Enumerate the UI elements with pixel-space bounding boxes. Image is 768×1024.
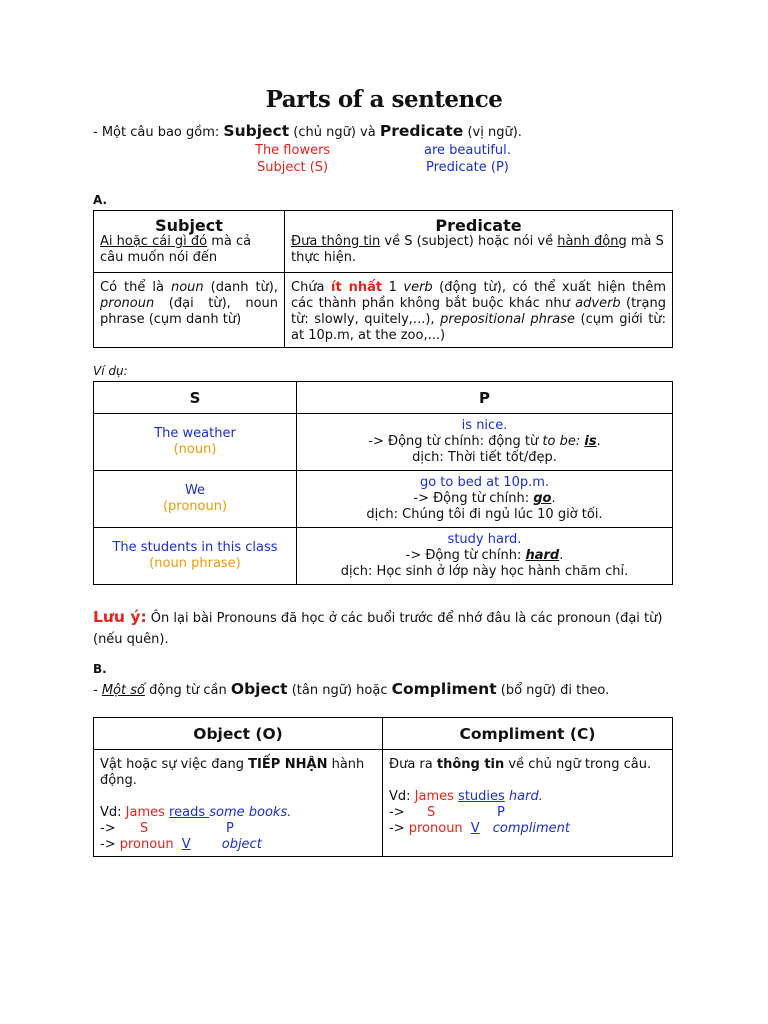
note-label: Lưu ý:	[93, 608, 147, 626]
table-row	[94, 528, 673, 585]
section-b-object-vn: (tân ngữ) hoặc	[287, 683, 392, 698]
section-b-label: B.	[93, 662, 107, 676]
example-predicate-label: Predicate (P)	[426, 160, 509, 175]
predicate-def-mid: về S (subject) hoặc nói về	[380, 234, 558, 249]
predicate-def-underlined-1: Đưa thông tin	[291, 234, 381, 249]
example-predicate: study hard.	[447, 532, 522, 547]
section-b-compliment-vn: (bổ ngữ) đi theo.	[496, 683, 610, 698]
main-verb-prefix: -> Động từ chính:	[405, 548, 526, 563]
example-subject-label: Subject (S)	[257, 160, 329, 175]
compliment-arrow-2: ->	[389, 821, 405, 836]
object-def-bold: TIẾP NHẬN	[248, 757, 328, 772]
object-example-subject: James	[125, 805, 170, 820]
object-word: object	[221, 837, 262, 852]
intro-predicate: Predicate	[379, 122, 464, 140]
compliment-example-verb: studies	[458, 789, 505, 804]
main-verb-italic: to be:	[542, 434, 585, 449]
note-text: Ôn lại bài Pronouns đã học ở các buổi trước để nhớ đâu là các pronoun (đại từ) (nếu quên).	[93, 611, 663, 647]
example-predicate-text: are beautiful.	[424, 143, 511, 158]
compliment-p-label: P	[497, 805, 505, 820]
compliment-header: Compliment (C)	[383, 718, 673, 750]
object-s-label: S	[140, 821, 149, 836]
example-subject-type: (noun phrase)	[149, 556, 241, 571]
example-subject-type: (pronoun)	[162, 499, 228, 514]
object-compliment-table	[93, 717, 673, 857]
subject-types-noun: noun	[170, 280, 204, 295]
main-verb-suffix: .	[596, 434, 601, 449]
object-arrow-1: ->	[100, 821, 116, 836]
examples-label: Ví dụ:	[93, 364, 128, 378]
example-translation: dịch: Chúng tôi đi ngủ lúc 10 giờ tối.	[366, 507, 603, 522]
example-subject: The students in this class	[112, 540, 278, 555]
note-paragraph	[93, 607, 673, 650]
predicate-types-verb: verb	[403, 280, 433, 295]
example-s-cell	[94, 414, 297, 471]
example-p-cell	[297, 528, 673, 585]
object-example-object: some books.	[209, 805, 292, 820]
example-translation: dịch: Thời tiết tốt/đẹp.	[412, 450, 557, 465]
section-b-some: Một số	[101, 683, 145, 698]
subject-types-text-1: Có thể là	[100, 280, 171, 295]
predicate-types-at-least: ít nhất	[331, 280, 383, 295]
compliment-arrow-1: ->	[389, 805, 405, 820]
predicate-def-rest: mà S thực hiện.	[291, 234, 664, 265]
compliment-def-2: về chủ ngữ trong câu.	[504, 757, 652, 772]
example-s-cell	[94, 471, 297, 528]
subject-types-text-3: (đại từ), noun phrase (cụm danh từ)	[100, 296, 278, 327]
section-b-mid: động từ cần	[144, 683, 231, 698]
examples-table	[93, 381, 673, 585]
predicate-def-underlined-2: hành động	[557, 234, 627, 249]
main-verb-prefix: -> Động từ chính:	[413, 491, 534, 506]
object-p-label: P	[226, 821, 234, 836]
compliment-example-compliment: hard.	[504, 789, 543, 804]
intro-predicate-vn: (vị ngữ).	[463, 125, 522, 140]
main-verb: hard	[525, 548, 560, 563]
compliment-def-1: Đưa ra	[389, 757, 437, 772]
subject-def-cell	[94, 211, 285, 273]
compliment-example-prefix: Vd:	[389, 789, 415, 804]
example-subject: The weather	[154, 426, 236, 441]
section-b-prefix: -	[93, 683, 102, 698]
compliment-v: V	[470, 821, 480, 836]
subject-types-cell	[94, 273, 285, 348]
col-p-header: P	[297, 382, 673, 414]
intro-subject-vn: (chủ ngữ) và	[289, 125, 380, 140]
predicate-def-cell	[285, 211, 673, 273]
predicate-types-text-5: (cụm giới từ: at 10p.m, at the zoo,...)	[291, 312, 666, 343]
section-b-line	[93, 680, 609, 698]
object-def-1: Vật hoặc sự việc đang	[100, 757, 249, 772]
section-a-label: A.	[93, 193, 108, 207]
subject-types-text-2: (danh từ),	[203, 280, 278, 295]
object-arrow-2: ->	[100, 837, 116, 852]
object-v: V	[181, 837, 191, 852]
object-example-verb: reads	[169, 805, 210, 820]
subject-def-underlined: Ai hoặc cái gì đó	[100, 234, 208, 249]
compliment-def-bold: thông tin	[436, 757, 505, 772]
object-def-2: hành động.	[100, 757, 365, 788]
section-b-compliment: Compliment	[391, 680, 497, 698]
compliment-s-label: S	[427, 805, 436, 820]
predicate-types-adverb: adverb	[575, 296, 621, 311]
main-verb: is	[584, 434, 597, 449]
intro-subject: Subject	[223, 122, 290, 140]
example-p-cell	[297, 471, 673, 528]
subject-predicate-table	[93, 210, 673, 348]
example-translation: dịch: Học sinh ở lớp này học hành chăm chỉ.	[340, 564, 629, 579]
subject-types-pronoun: pronoun	[100, 296, 155, 311]
example-subject: We	[184, 483, 206, 498]
example-p-cell	[297, 414, 673, 471]
intro-prefix: - Một câu bao gồm:	[93, 125, 224, 140]
example-predicate: go to bed at 10p.m.	[419, 475, 550, 490]
object-pronoun: pronoun	[119, 837, 174, 852]
subject-header: Subject	[155, 216, 223, 235]
page-title: Parts of a sentence	[265, 86, 503, 113]
predicate-types-text-4: (trạng từ: slowly, quitely,...),	[291, 296, 666, 327]
subject-def-rest: mà cả câu muốn nói đến	[100, 234, 252, 265]
table-row	[94, 471, 673, 528]
example-subject-text: The flowers	[255, 143, 331, 158]
object-example-prefix: Vd:	[100, 805, 126, 820]
compliment-cell	[383, 750, 673, 857]
predicate-types-prep-phrase: prepositional phrase	[440, 312, 575, 327]
predicate-types-text-3: (động từ), có thể xuất hiện thêm các thành phần không bắt buộc khác như	[291, 280, 666, 311]
main-verb-prefix: -> Động từ chính: động từ	[368, 434, 543, 449]
main-verb-suffix: .	[551, 491, 556, 506]
table-row	[94, 414, 673, 471]
main-verb: go	[533, 491, 552, 506]
example-subject-type: (noun)	[173, 442, 217, 457]
compliment-pronoun: pronoun	[408, 821, 463, 836]
predicate-header: Predicate	[435, 216, 522, 235]
predicate-types-cell	[285, 273, 673, 348]
object-cell	[94, 750, 383, 857]
compliment-example-subject: James	[414, 789, 459, 804]
example-predicate: is nice.	[461, 418, 508, 433]
example-s-cell	[94, 528, 297, 585]
object-header: Object (O)	[94, 718, 383, 750]
main-verb-suffix: .	[559, 548, 564, 563]
col-s-header: S	[94, 382, 297, 414]
section-b-object: Object	[230, 680, 288, 698]
compliment-word: compliment	[492, 821, 570, 836]
intro-line	[93, 122, 522, 140]
predicate-types-text-1: Chứa	[291, 280, 332, 295]
predicate-types-text-2: 1	[382, 280, 404, 295]
